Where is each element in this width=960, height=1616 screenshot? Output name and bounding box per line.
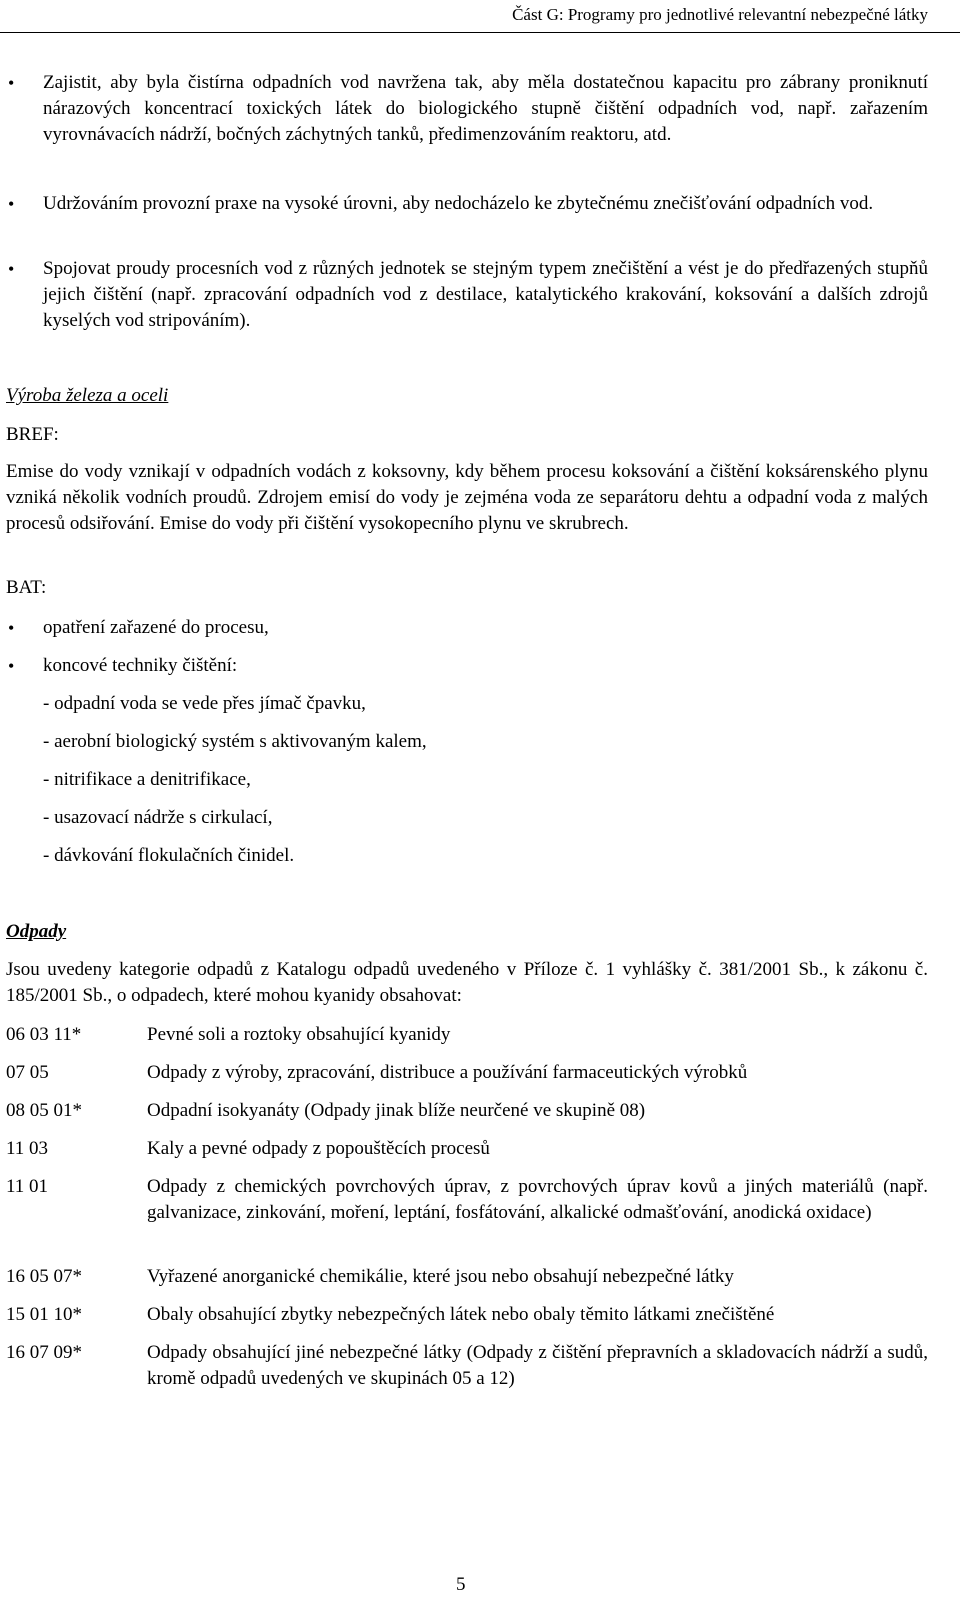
bullet-icon: • — [8, 618, 15, 638]
list-item: - aerobní biologický systém s aktivovaným kalem, — [43, 731, 427, 752]
waste-description: Vyřazené anorganické chemikálie, které jsou nebo obsahují nebezpečné látky — [147, 1266, 734, 1287]
section-title-waste: Odpady — [6, 921, 67, 942]
page-number: 5 — [456, 1574, 466, 1595]
waste-intro: Jsou uvedeny kategorie odpadů z Katalogu odpadů uvedeného v Příloze č. 1 vyhlášky č. 381/2001 Sb., k zákonu č. 185/2001 Sb., o odpadech, které mohou kyanidy obsahovat: — [6, 959, 928, 1006]
list-item — [0, 615, 960, 641]
waste-description: Odpady z chemických povrchových úprav, z povrchových úprav kovů a jiných materiálů (např. galvanizace, zinkování, moření, leptání, fosfátování, alkalické odmašťování, anodická oxidace) — [147, 1176, 928, 1223]
waste-description: Pevné soli a roztoky obsahující kyanidy — [147, 1024, 451, 1045]
waste-code: 11 01 — [6, 1176, 49, 1197]
waste-description: Odpady z výroby, zpracování, distribuce a používání farmaceutických výrobků — [147, 1062, 748, 1083]
waste-description: Kaly a pevné odpady z popouštěcích procesů — [147, 1138, 490, 1159]
header-rule — [0, 32, 960, 33]
list-item — [0, 653, 960, 679]
list-item: - nitrifikace a denitrifikace, — [43, 769, 251, 790]
waste-code: 16 07 09* — [6, 1342, 82, 1363]
waste-description: Odpadní isokyanáty (Odpady jinak blíže neurčené ve skupině 08) — [147, 1100, 646, 1121]
list-item: - odpadní voda se vede přes jímač čpavku, — [43, 693, 366, 714]
bullet-text: Udržováním provozní praxe na vysoké úrovni, aby nedocházelo ke zbytečnému znečišťování odpadních vod. — [43, 193, 874, 214]
list-item — [0, 70, 960, 148]
waste-code: 08 05 01* — [6, 1100, 82, 1121]
bullet-icon: • — [8, 259, 15, 279]
list-item — [0, 256, 960, 334]
bref-label: BREF: — [6, 424, 59, 445]
waste-description: Obaly obsahující zbytky nebezpečných látek nebo obaly těmito látkami znečištěné — [147, 1304, 775, 1325]
list-item — [0, 191, 960, 217]
waste-code: 07 05 — [6, 1062, 49, 1083]
section-title-steel: Výroba železa a oceli — [6, 385, 169, 406]
bullet-text: Zajistit, aby byla čistírna odpadních vod navržena tak, aby měla dostatečnou kapacitu pro zábrany proniknutí nárazových koncentrací toxických látek do biologického stupně čištění odpadních vod, např. zařazením vyrovnávacích nádrží, bočných záchytných tanků, předimenzováním reaktoru, atd. — [43, 72, 928, 145]
waste-description: Odpady obsahující jiné nebezpečné látky (Odpady z čištění přepravních a skladovacích nádrží a sudů, kromě odpadů uvedených ve skupinách 05 a 12) — [147, 1342, 928, 1389]
waste-code: 15 01 10* — [6, 1304, 82, 1325]
bullet-text: koncové techniky čištění: — [43, 655, 238, 676]
page-header: Část G: Programy pro jednotlivé relevantní nebezpečné látky — [512, 5, 928, 24]
bullet-icon: • — [8, 656, 15, 676]
bullet-text: Spojovat proudy procesních vod z různých jednotek se stejným typem znečištění a vést je do předřazených stupňů jejich čištění (např. zpracování odpadních vod z destilace, katalytického krakování, koksování a dalších zdrojů kyselých vod stripováním). — [43, 258, 928, 331]
waste-code: 16 05 07* — [6, 1266, 82, 1287]
waste-code: 11 03 — [6, 1138, 49, 1159]
bref-paragraph: Emise do vody vznikají v odpadních vodách z koksovny, kdy během procesu koksování a čištění koksárenského plynu vzniká několik vodních proudů. Zdrojem emisí do vody je zejména voda ze separátoru dehtu a odpadní voda z malých procesů odsiřování. Emise do vody při čištění vysokopecního plynu ve skrubrech. — [6, 461, 928, 534]
bat-label: BAT: — [6, 577, 47, 598]
bullet-text: opatření zařazené do procesu, — [43, 617, 269, 638]
list-item: - dávkování flokulačních činidel. — [43, 845, 295, 866]
bullet-icon: • — [8, 73, 15, 93]
waste-code: 06 03 11* — [6, 1024, 82, 1045]
bullet-icon: • — [8, 194, 15, 214]
list-item: - usazovací nádrže s cirkulací, — [43, 807, 273, 828]
